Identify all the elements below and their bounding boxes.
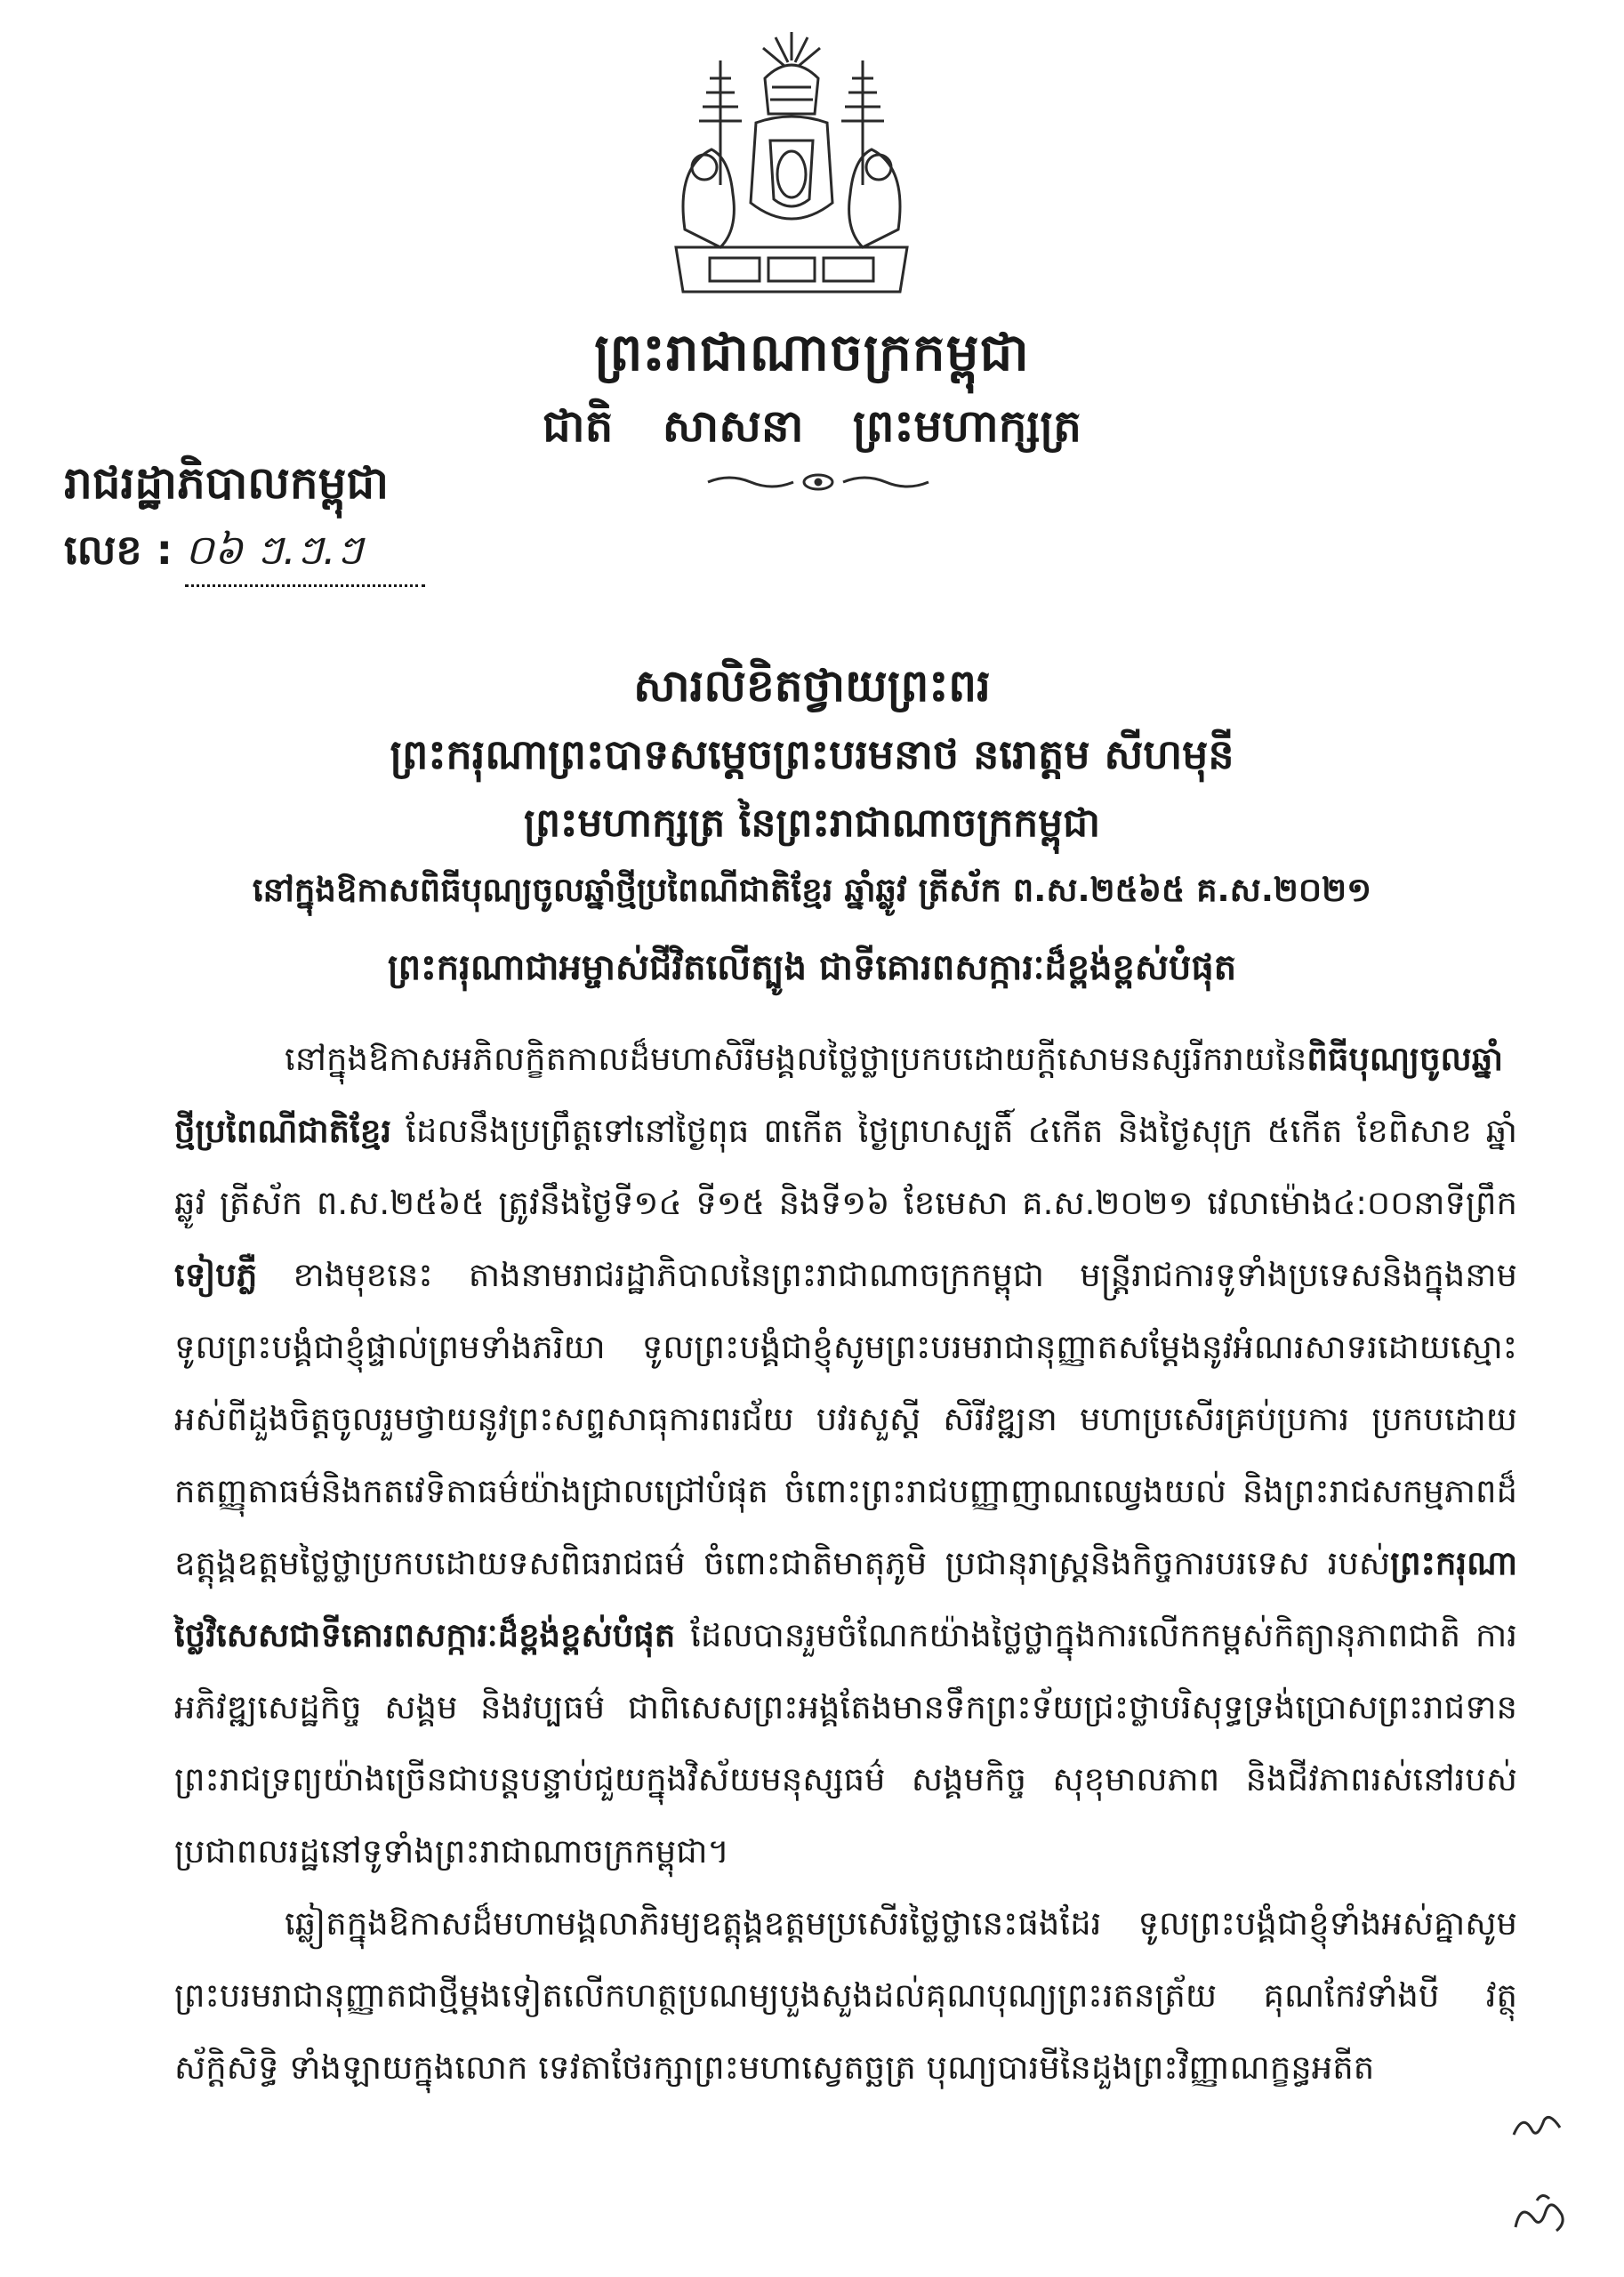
para1-lead: នៅក្នុងឱកាសអភិលក្ខិតកាលដ៏មហាសិរីមង្គលថ្លៃថ្លាប្រកបដោយក្តីសោមនស្សរីករាយនៃ: [285, 1040, 1307, 1078]
ornamental-divider-icon: [703, 470, 934, 495]
royal-coat-of-arms-emblem: [658, 25, 925, 318]
body-paragraph-2: ឆ្លៀតក្នុងឱកាសដ៏មហាមង្គលាភិរម្យឧត្តុង្គឧត្តមប្រសើរថ្លៃថ្លានេះផងដែរ ទូលព្រះបង្គំជាខ្ញុំទាំងអស់គ្នាសូមព្រះបរមរាជានុញ្ញាតជាថ្មីម្តងទៀតលើកហត្ថប្រណម្យបួងសួងដល់គុណបុណ្យព្រះរតនត្រ័យ គុណកែវទាំងបី វត្ថុស័ក្តិសិទ្ធិ ទាំងឡាយក្នុងលោក ទេវតាថែរក្សាព្រះមហាស្វេតច្ឆត្រ បុណ្យបារមីនៃដួងព្រះវិញ្ញាណក្ខន្ធអតីត: [174, 1904, 1517, 2087]
para1-mid: ដែលនឹងប្រព្រឹត្តទៅនៅថ្ងៃពុធ ៣កើត ថ្ងៃព្រហស្បតិ៍ ៤កើត និងថ្ងៃសុក្រ ៥កើត ខែពិសាខ ឆ្នាំឆ្លូវ ត្រីស័ក ព.ស.២៥៦៥ ត្រូវនឹងថ្ងៃទី១៤ ទី១៥ និងទី១៦ ខែមេសា គ.ស.២០២១ វេលាម៉ោង៤:០០នាទីព្រឹក: [174, 1112, 1517, 1222]
national-motto: ជាតិ សាសនា ព្រះមហាក្សត្រ: [543, 400, 1081, 452]
letter-title: សារលិខិតថ្វាយព្រះពរ: [633, 660, 991, 712]
salutation-line: ព្រះករុណាជាអម្ចាស់ជីវិតលើត្បូង ជាទីគោរពសក្ការៈដ៏ខ្ពង់ខ្ពស់បំផុត: [387, 947, 1237, 988]
body-paragraph-1: [174, 1023, 1517, 1887]
issuing-authority: រាជរដ្ឋាភិបាលកម្ពុជា: [64, 457, 389, 509]
addressee-line: ព្រះករុណាព្រះបាទសម្តេចព្រះបរមនាថ នរោត្តម សីហមុនី: [390, 730, 1234, 778]
letter-body: [174, 1023, 1517, 2104]
kingdom-name-heading: ព្រះរាជាណាចក្រកម្ពុជា: [594, 322, 1030, 382]
addressee-subtitle: ព្រះមហាក្សត្រ នៃព្រះរាជាណាចក្រកម្ពុជា: [523, 801, 1101, 846]
reference-label: លេខ :: [64, 526, 173, 574]
para1-bold-b: ទៀបភ្លឺ: [174, 1256, 258, 1294]
handwritten-initial-mark: [1510, 2108, 1564, 2144]
para1-rest: ខាងមុខនេះ តាងនាមរាជរដ្ឋាភិបាលនៃព្រះរាជាណាចក្រកម្ពុជា មន្ត្រីរាជការទូទាំងប្រទេសនិងក្នុងនាមទូលព្រះបង្គំជាខ្ញុំផ្ទាល់ព្រមទាំងភរិយា ទូលព្រះបង្គំជាខ្ញុំសូមព្រះបរមរាជានុញ្ញាតសម្តែងនូវអំណរសាទរដោយស្មោះអស់ពីដួងចិត្តចូលរួមថ្វាយនូវព្រះសព្ទសាធុការពរជ័យ បវរសួស្តី សិរីវឌ្ឍនា មហាប្រសើរគ្រប់ប្រការ ប្រកបដោយកតញ្ញុតាធម៌និងកតវេទិតាធម៌យ៉ាងជ្រាលជ្រៅបំផុត ចំពោះព្រះរាជបញ្ញាញាណឈ្វេងយល់ និងព្រះរាជសកម្មភាពដ៏ឧត្តុង្គឧត្តមថ្លៃថ្លាប្រកបដោយទសពិធរាជធម៌ ចំពោះជាតិមាតុភូមិ ប្រជានុរាស្ត្រនិងកិច្ចការបរទេស របស់: [174, 1256, 1517, 1582]
para1-end: ដែលបានរួមចំណែកយ៉ាងថ្លៃថ្លាក្នុងការលើកកម្ពស់កិត្យានុភាពជាតិ ការអភិវឌ្ឍសេដ្ឋកិច្ច សង្គម និងវប្បធម៌ ជាពិសេសព្រះអង្គតែងមានទឹកព្រះទ័យជ្រះថ្លាបរិសុទ្ធទ្រង់ប្រោសព្រះរាជទានព្រះរាជទ្រព្យយ៉ាងច្រើនជាបន្តបន្ទាប់ជួយក្នុងវិស័យមនុស្សធម៌ សង្គមកិច្ច សុខុមាលភាព និងជីវភាពរស់នៅរបស់ប្រជាពលរដ្ឋនៅទូទាំងព្រះរាជាណាចក្រកម្ពុជា។: [174, 1616, 1517, 1871]
para1-bold-a: ពិធីបុណ្យចូលឆ្នាំថ្មីប្រពៃណីជាតិខ្មែរ: [174, 1040, 1503, 1150]
page-number-mark: [1510, 2188, 1572, 2241]
reference-number-value: ០៦ ៗ.ៗ.ៗ: [185, 525, 425, 587]
occasion-line: នៅក្នុងឱកាសពិធីបុណ្យចូលឆ្នាំថ្មីប្រពៃណីជាតិខ្មែរ ឆ្នាំឆ្លូវ ត្រីស័ក ព.ស.២៥៦៥ គ.ស.២០២១: [252, 871, 1372, 909]
reference-number: [64, 525, 425, 587]
para1-bold-c: ព្រះករុណាថ្លៃវិសេសជាទីគោរពសក្ការៈដ៏ខ្ពង់ខ្ពស់បំផុត: [174, 1544, 1517, 1654]
